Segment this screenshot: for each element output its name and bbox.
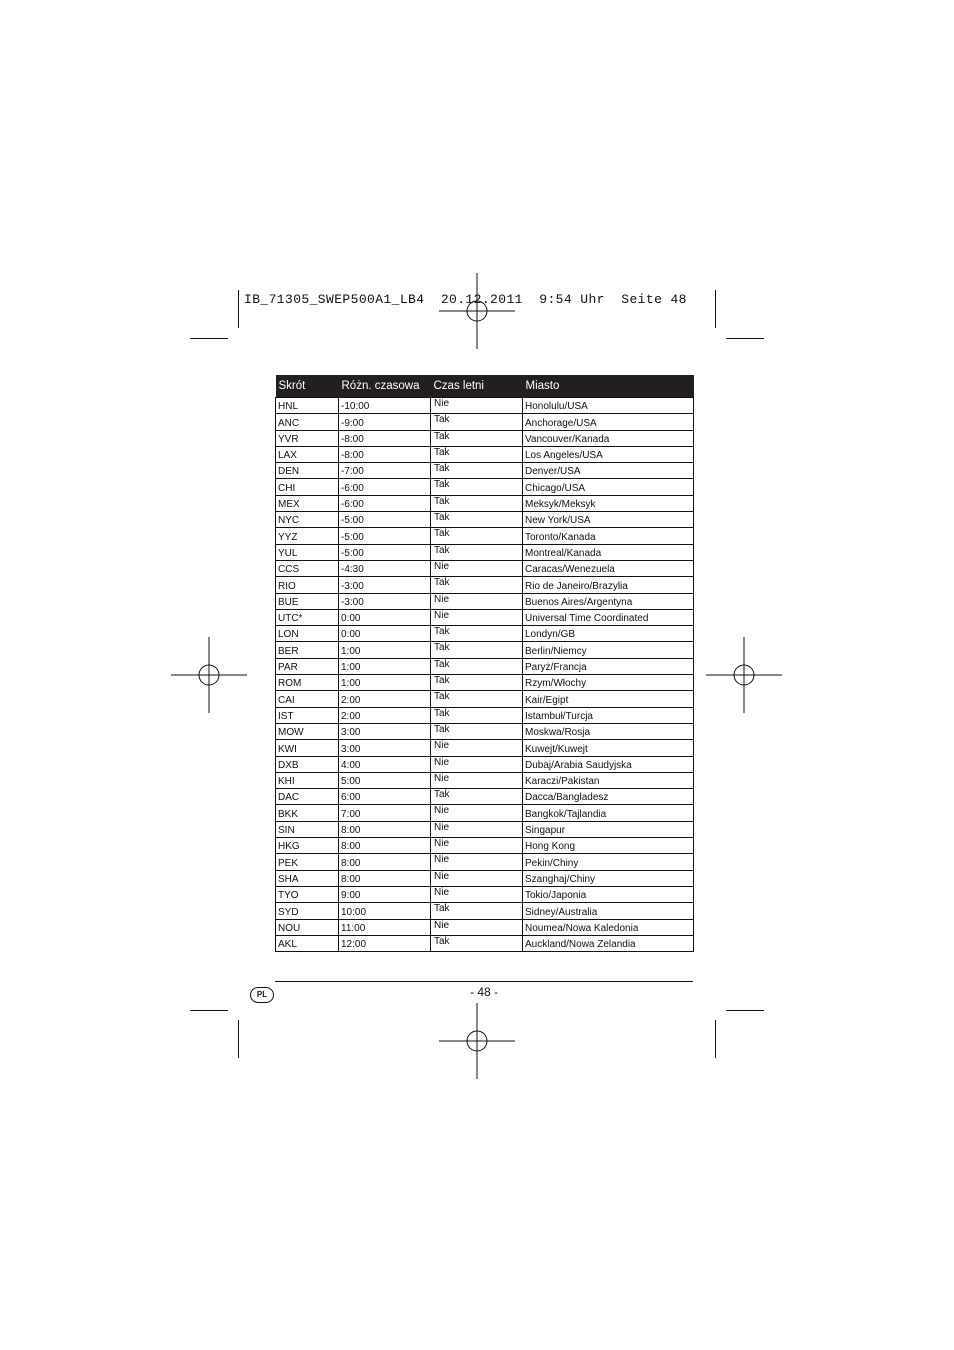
cell-offset: 3:00 <box>339 723 431 739</box>
crosshair-registration-icon <box>439 273 515 349</box>
table-row <box>276 691 694 707</box>
table-row <box>276 463 694 479</box>
cell-dst: Tak <box>431 691 523 707</box>
table-row <box>276 593 694 609</box>
table-row <box>276 398 694 414</box>
table-row <box>276 560 694 576</box>
cell-dst: Nie <box>431 398 523 414</box>
table-row <box>276 577 694 593</box>
table-row <box>276 919 694 935</box>
crop-mark-bottom-left-horizontal <box>190 1010 228 1011</box>
table-row <box>276 609 694 625</box>
cell-city: Caracas/Wenezuela <box>523 560 694 576</box>
cell-offset: 3:00 <box>339 740 431 756</box>
cell-offset: 8:00 <box>339 838 431 854</box>
table-row <box>276 886 694 902</box>
cell-offset: 2:00 <box>339 691 431 707</box>
header-offset: Różn. czasowa <box>339 375 431 398</box>
cell-offset: 6:00 <box>339 789 431 805</box>
cell-offset: 1:00 <box>339 642 431 658</box>
cell-abbr: KWI <box>276 740 339 756</box>
table-row <box>276 870 694 886</box>
cell-dst: Tak <box>431 512 523 528</box>
crop-mark-top-left-horizontal <box>190 338 228 339</box>
cell-dst: Nie <box>431 756 523 772</box>
cell-city: Szanghaj/Chiny <box>523 870 694 886</box>
cell-offset: -3:00 <box>339 593 431 609</box>
cell-city: Dacca/Bangladesz <box>523 789 694 805</box>
cell-abbr: BKK <box>276 805 339 821</box>
crosshair-registration-icon <box>171 637 247 713</box>
cell-abbr: AKL <box>276 935 339 951</box>
cell-city: Honolulu/USA <box>523 398 694 414</box>
cell-city: Rio de Janeiro/Brazylia <box>523 577 694 593</box>
cell-offset: -6:00 <box>339 495 431 511</box>
cell-city: Tokio/Japonia <box>523 886 694 902</box>
cell-abbr: SYD <box>276 903 339 919</box>
table-row <box>276 675 694 691</box>
cell-offset: -4:30 <box>339 560 431 576</box>
cell-abbr: YYZ <box>276 528 339 544</box>
cell-city: Moskwa/Rosja <box>523 723 694 739</box>
crosshair-registration-icon <box>439 1003 515 1079</box>
cell-abbr: BER <box>276 642 339 658</box>
cell-city: Berlin/Niemcy <box>523 642 694 658</box>
cell-offset: -6:00 <box>339 479 431 495</box>
cell-offset: 4:00 <box>339 756 431 772</box>
cell-abbr: NYC <box>276 512 339 528</box>
cell-abbr: SIN <box>276 821 339 837</box>
cell-dst: Nie <box>431 740 523 756</box>
cell-offset: 9:00 <box>339 886 431 902</box>
cell-dst: Tak <box>431 479 523 495</box>
crop-mark-top-right-horizontal <box>726 338 764 339</box>
cell-offset: 11:00 <box>339 919 431 935</box>
table-row <box>276 740 694 756</box>
cell-abbr: HKG <box>276 838 339 854</box>
cell-offset: 8:00 <box>339 821 431 837</box>
cell-abbr: ROM <box>276 675 339 691</box>
cell-abbr: UTC* <box>276 609 339 625</box>
cell-city: Vancouver/Kanada <box>523 430 694 446</box>
cell-abbr: LAX <box>276 446 339 462</box>
cell-offset: 10:00 <box>339 903 431 919</box>
table-row <box>276 495 694 511</box>
crop-mark-bottom-right-vertical <box>715 1020 716 1058</box>
cell-dst: Tak <box>431 626 523 642</box>
cell-abbr: DEN <box>276 463 339 479</box>
cell-offset: 1:00 <box>339 658 431 674</box>
cell-dst: Tak <box>431 723 523 739</box>
table-header-row <box>276 375 694 398</box>
cell-dst: Tak <box>431 430 523 446</box>
cell-dst: Tak <box>431 642 523 658</box>
cell-dst: Nie <box>431 805 523 821</box>
cell-city: Bangkok/Tajlandia <box>523 805 694 821</box>
cell-dst: Nie <box>431 593 523 609</box>
cell-city: Singapur <box>523 821 694 837</box>
table-row <box>276 935 694 951</box>
cell-offset: 1:00 <box>339 675 431 691</box>
table-row <box>276 838 694 854</box>
cell-offset: 5:00 <box>339 772 431 788</box>
crop-mark-top-right-vertical <box>715 290 716 328</box>
header-dst: Czas letni <box>431 375 523 398</box>
table-row <box>276 756 694 772</box>
cell-city: Denver/USA <box>523 463 694 479</box>
crop-mark-bottom-left-vertical <box>238 1020 239 1058</box>
cell-city: Paryż/Francja <box>523 658 694 674</box>
cell-dst: Nie <box>431 560 523 576</box>
table-row <box>276 789 694 805</box>
cell-abbr: MEX <box>276 495 339 511</box>
cell-abbr: BUE <box>276 593 339 609</box>
table-row <box>276 903 694 919</box>
cell-abbr: TYO <box>276 886 339 902</box>
cell-abbr: CCS <box>276 560 339 576</box>
cell-abbr: NOU <box>276 919 339 935</box>
table-row <box>276 479 694 495</box>
cell-dst: Tak <box>431 675 523 691</box>
cell-city: New York/USA <box>523 512 694 528</box>
cell-city: Noumea/Nowa Kaledonia <box>523 919 694 935</box>
cell-dst: Tak <box>431 577 523 593</box>
cell-abbr: YUL <box>276 544 339 560</box>
cell-dst: Nie <box>431 854 523 870</box>
cell-city: Universal Time Coordinated <box>523 609 694 625</box>
cell-dst: Nie <box>431 919 523 935</box>
table-row <box>276 512 694 528</box>
cell-city: Pekin/Chiny <box>523 854 694 870</box>
cell-abbr: DXB <box>276 756 339 772</box>
table-row <box>276 414 694 430</box>
cell-dst: Tak <box>431 544 523 560</box>
cell-offset: -10:00 <box>339 398 431 414</box>
cell-city: Buenos Aires/Argentyna <box>523 593 694 609</box>
table-row <box>276 642 694 658</box>
cell-dst: Tak <box>431 463 523 479</box>
cell-abbr: LON <box>276 626 339 642</box>
cell-city: Montreal/Kanada <box>523 544 694 560</box>
cell-abbr: IST <box>276 707 339 723</box>
cell-city: Hong Kong <box>523 838 694 854</box>
cell-abbr: DAC <box>276 789 339 805</box>
cell-dst: Nie <box>431 609 523 625</box>
cell-offset: -7:00 <box>339 463 431 479</box>
cell-offset: -9:00 <box>339 414 431 430</box>
table-row <box>276 805 694 821</box>
cell-dst: Nie <box>431 838 523 854</box>
cell-abbr: RIO <box>276 577 339 593</box>
print-header: IB_71305_SWEP500A1_LB4 20.12.2011 9:54 Uhr Seite 48 <box>244 292 687 307</box>
cell-city: Londyn/GB <box>523 626 694 642</box>
cell-dst: Nie <box>431 821 523 837</box>
cell-abbr: ANC <box>276 414 339 430</box>
cell-abbr: CHI <box>276 479 339 495</box>
cell-city: Anchorage/USA <box>523 414 694 430</box>
cell-abbr: PAR <box>276 658 339 674</box>
cell-dst: Tak <box>431 528 523 544</box>
cell-abbr: HNL <box>276 398 339 414</box>
cell-offset: -5:00 <box>339 512 431 528</box>
cell-city: Meksyk/Meksyk <box>523 495 694 511</box>
cell-dst: Tak <box>431 935 523 951</box>
crosshair-registration-icon <box>706 637 782 713</box>
cell-offset: 12:00 <box>339 935 431 951</box>
cell-city: Kair/Egipt <box>523 691 694 707</box>
cell-offset: 8:00 <box>339 854 431 870</box>
cell-city: Los Angeles/USA <box>523 446 694 462</box>
cell-abbr: MOW <box>276 723 339 739</box>
table-row <box>276 707 694 723</box>
header-city: Miasto <box>523 375 694 398</box>
table-row <box>276 723 694 739</box>
cell-dst: Tak <box>431 658 523 674</box>
cell-dst: Tak <box>431 446 523 462</box>
cell-city: Auckland/Nowa Zelandia <box>523 935 694 951</box>
cell-abbr: CAI <box>276 691 339 707</box>
cell-dst: Tak <box>431 903 523 919</box>
cell-offset: 8:00 <box>339 870 431 886</box>
cell-offset: -8:00 <box>339 446 431 462</box>
page-number: - 48 - <box>469 985 498 999</box>
cell-abbr: PEK <box>276 854 339 870</box>
crop-mark-bottom-right-horizontal <box>726 1010 764 1011</box>
language-badge: PL <box>250 987 274 1003</box>
table-row <box>276 430 694 446</box>
footer-divider <box>275 981 693 982</box>
cell-dst: Tak <box>431 789 523 805</box>
cell-city: Toronto/Kanada <box>523 528 694 544</box>
cell-offset: 7:00 <box>339 805 431 821</box>
cell-city: Karaczi/Pakistan <box>523 772 694 788</box>
header-abbr: Skrót <box>276 375 339 398</box>
cell-dst: Nie <box>431 772 523 788</box>
cell-city: Sidney/Australia <box>523 903 694 919</box>
cell-dst: Nie <box>431 886 523 902</box>
cell-abbr: SHA <box>276 870 339 886</box>
cell-dst: Tak <box>431 414 523 430</box>
table-body <box>276 398 694 952</box>
table-row <box>276 854 694 870</box>
cell-dst: Nie <box>431 870 523 886</box>
table-row <box>276 772 694 788</box>
table-row <box>276 821 694 837</box>
cell-city: Chicago/USA <box>523 479 694 495</box>
cell-city: Kuwejt/Kuwejt <box>523 740 694 756</box>
time-zone-table <box>275 375 694 952</box>
cell-dst: Tak <box>431 495 523 511</box>
cell-city: Istambuł/Turcja <box>523 707 694 723</box>
table-row <box>276 446 694 462</box>
table-row <box>276 544 694 560</box>
table-row <box>276 626 694 642</box>
cell-city: Rzym/Włochy <box>523 675 694 691</box>
table-row <box>276 528 694 544</box>
cell-offset: 2:00 <box>339 707 431 723</box>
crop-mark-top-left-vertical <box>238 290 239 328</box>
cell-abbr: KHI <box>276 772 339 788</box>
cell-offset: 0:00 <box>339 626 431 642</box>
cell-offset: -3:00 <box>339 577 431 593</box>
cell-dst: Tak <box>431 707 523 723</box>
cell-offset: -8:00 <box>339 430 431 446</box>
cell-offset: -5:00 <box>339 544 431 560</box>
cell-offset: 0:00 <box>339 609 431 625</box>
cell-offset: -5:00 <box>339 528 431 544</box>
table-row <box>276 658 694 674</box>
cell-abbr: YVR <box>276 430 339 446</box>
cell-city: Dubaj/Arabia Saudyjska <box>523 756 694 772</box>
